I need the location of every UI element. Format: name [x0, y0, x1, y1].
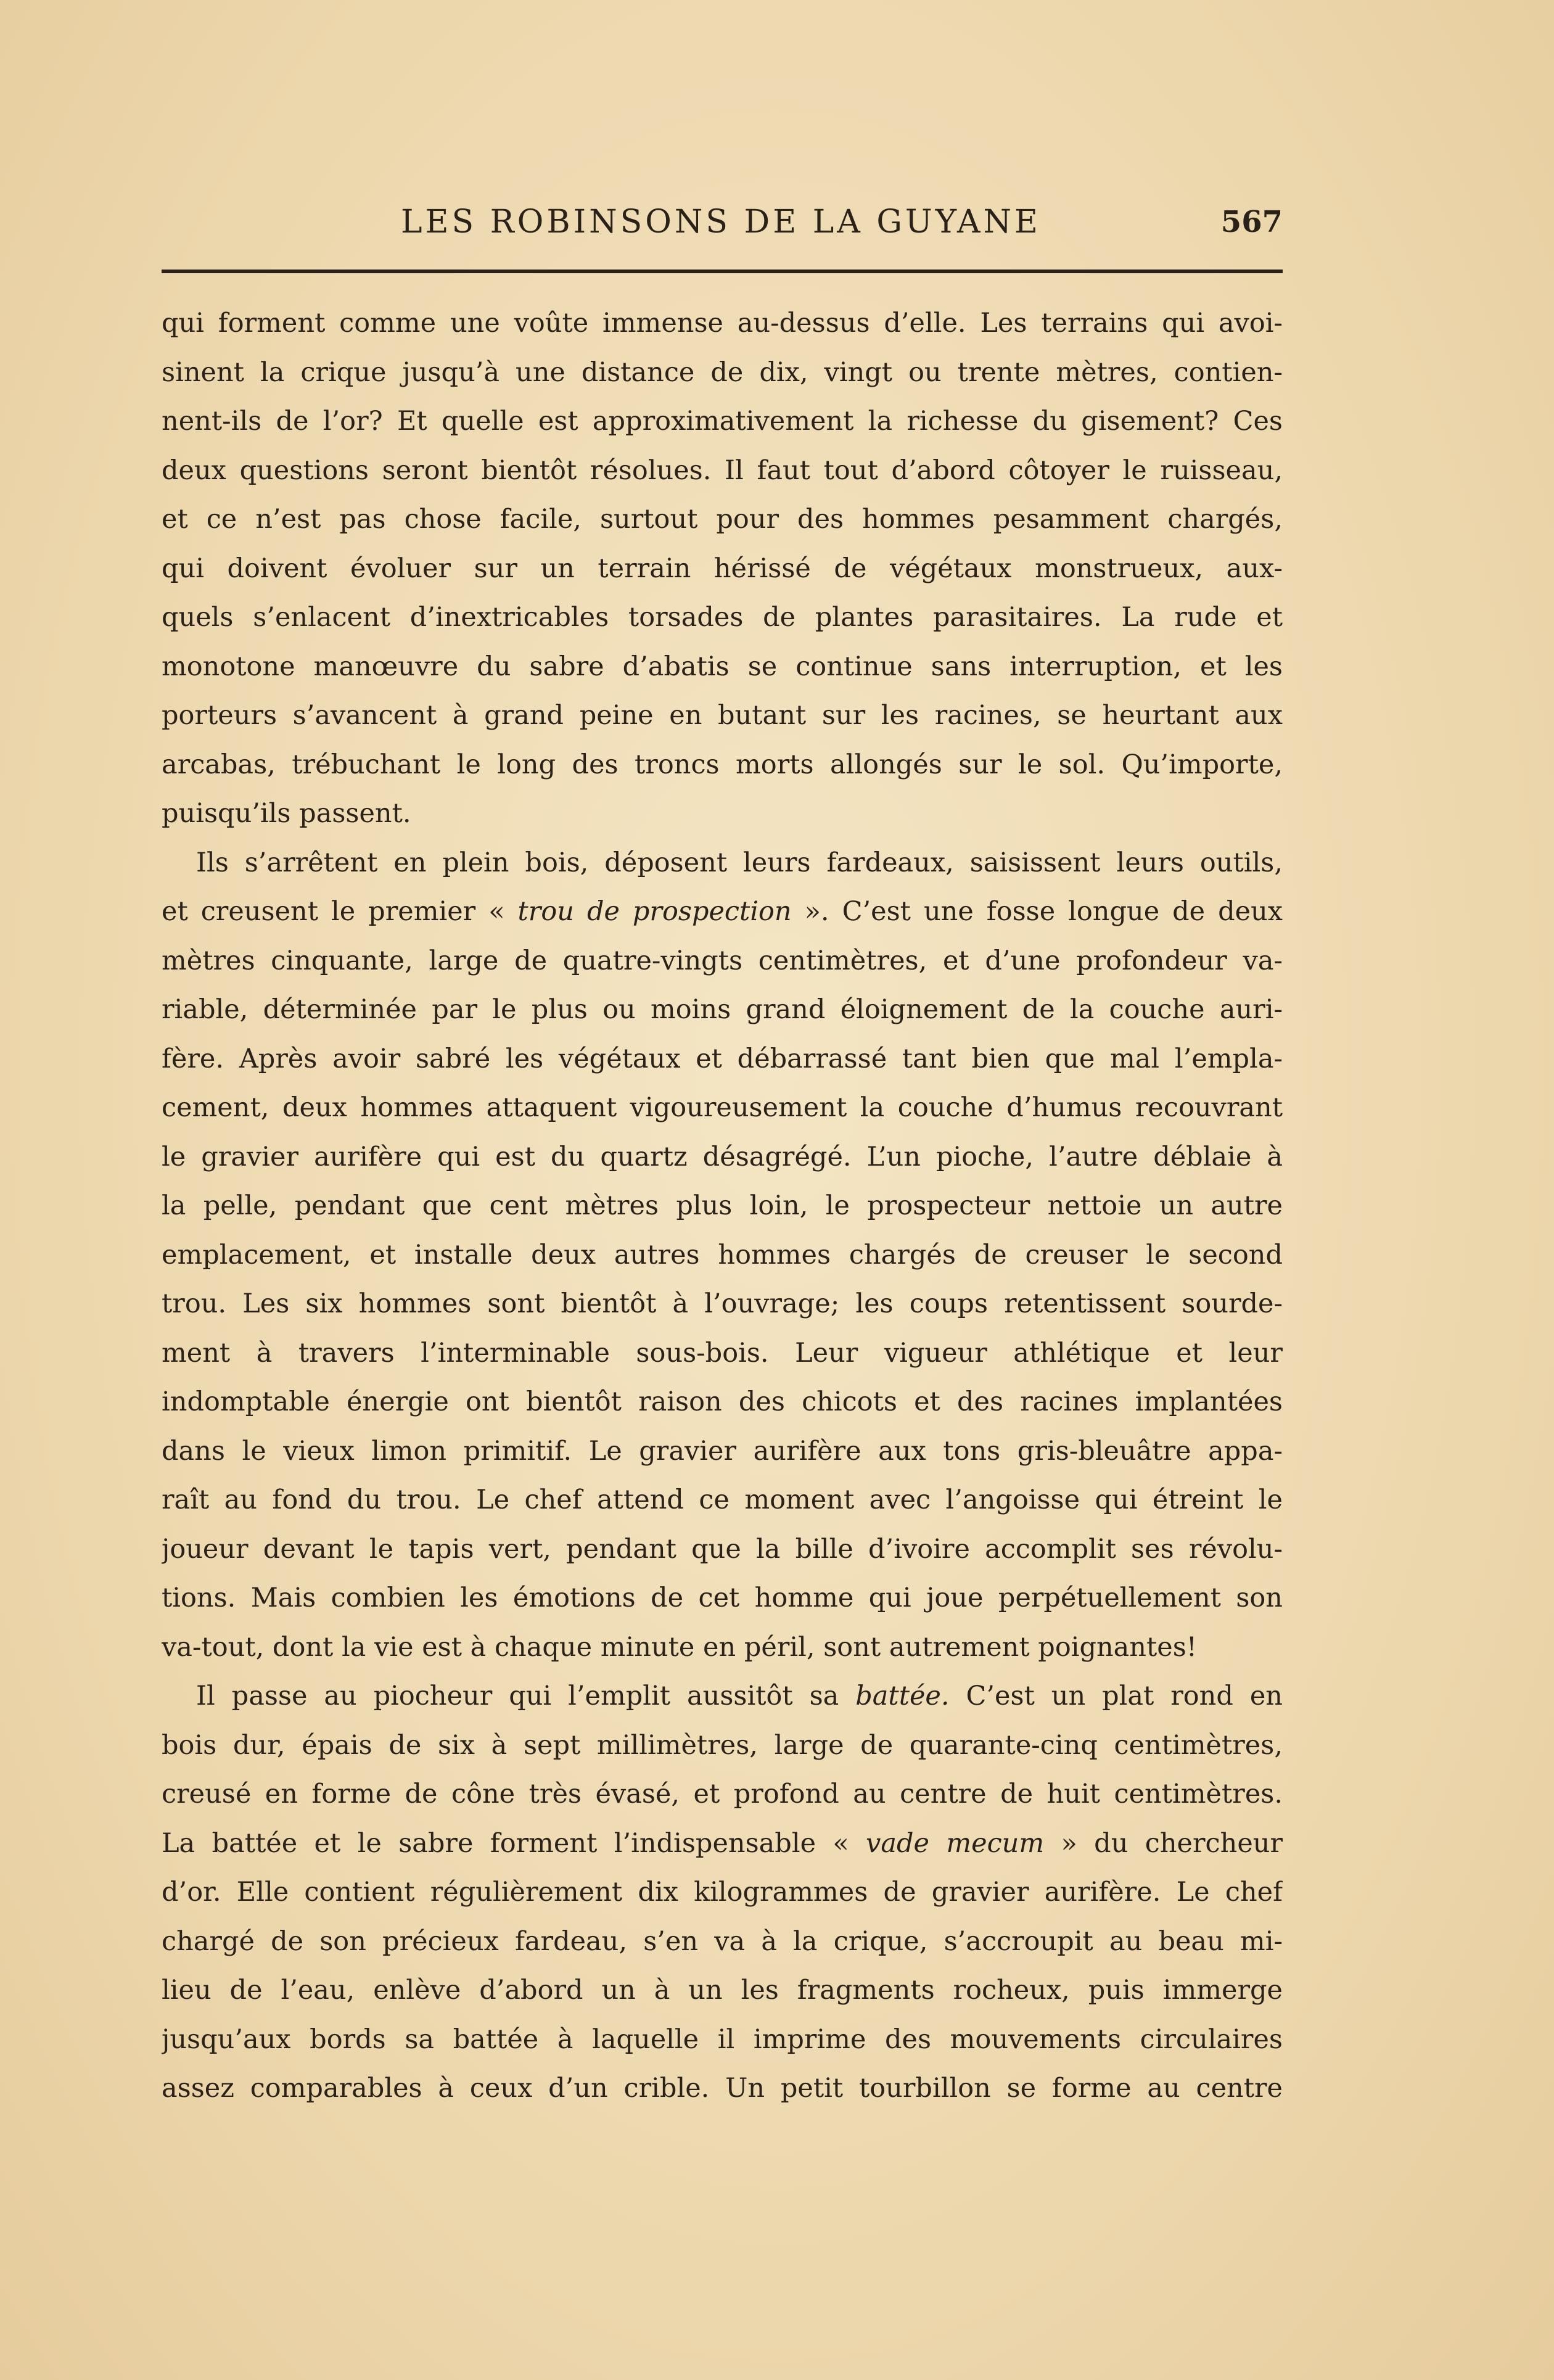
text-line: et ce n’est pas chose facile, surtout pour des hommes pesamment chargés, [162, 504, 1283, 535]
text-line: nent-ils de l’or? Et quelle est approximativement la richesse du gisement? Ces [162, 406, 1283, 437]
text-line: emplacement, et installe deux autres hommes chargés de creuser le second [162, 1239, 1283, 1270]
text-line: mètres cinquante, large de quatre-vingts centimètres, et d’une profondeur va- [162, 945, 1283, 976]
text-line: tions. Mais combien les émotions de cet homme qui joue perpétuellement son [162, 1583, 1283, 1613]
text-line: monotone manœuvre du sabre d’abatis se continue sans interruption, et les [162, 651, 1283, 682]
text-line-mixed [162, 1672, 1283, 1721]
text-line: arcabas, trébuchant le long des troncs morts allongés sur le sol. Qu’importe, [162, 749, 1283, 780]
text-line: porteurs s’avancent à grand peine en butant sur les racines, se heurtant aux [162, 700, 1283, 731]
text-line: deux questions seront bientôt résolues. Il faut tout d’abord côtoyer le ruisseau, [162, 455, 1283, 486]
text-line: ment à travers l’interminable sous-bois. Leur vigueur athlétique et leur [162, 1337, 1283, 1369]
italic-term: trou de prospection [517, 896, 792, 927]
text-line: va-tout, dont la vie est à chaque minute en péril, sont autrement poignantes! [162, 1631, 1198, 1663]
text-line: la pelle, pendant que cent mètres plus loin, le prospecteur nettoie un autre [162, 1190, 1283, 1221]
text-line: Ils s’arrêtent en plein bois, déposent leurs fardeaux, saisissent leurs outils, [196, 847, 1283, 878]
text-line: sinent la crique jusqu’à une distance de dix, vingt ou trente mètres, contien- [162, 356, 1283, 388]
running-title: LES ROBINSONS DE LA GUYANE [400, 204, 1042, 241]
text-line: le gravier aurifère qui est du quartz désagrégé. L’un pioche, l’autre déblaie à [162, 1141, 1283, 1172]
text-segment: C’est un plat rond en [966, 1681, 1283, 1711]
text-line: bois dur, épais de six à sept millimètres, large de quarante-cinq centimètres, [162, 1729, 1283, 1761]
text-line: jusqu’aux bords sa battée à laquelle il imprime des mouvements circulaires [162, 2024, 1283, 2055]
text-line: puisqu’ils passent. [162, 798, 411, 829]
text-line: fère. Après avoir sabré les végétaux et débarrassé tant bien que mal l’empla- [162, 1043, 1283, 1074]
page-number: 567 [1220, 205, 1283, 239]
text-line: joueur devant le tapis vert, pendant que la bille d’ivoire accomplit ses révolu- [162, 1533, 1283, 1565]
text-line: assez comparables à ceux d’un crible. Un petit tourbillon se forme au centre [162, 2073, 1283, 2104]
text-line: d’or. Elle contient régulièrement dix kilogrammes de gravier aurifère. Le chef [162, 1877, 1283, 1908]
text-line: raît au fond du trou. Le chef attend ce moment avec l’angoisse qui étreint le [162, 1484, 1283, 1515]
body-text [162, 299, 1283, 2114]
header-rule [162, 270, 1283, 273]
text-line: trou. Les six hommes sont bientôt à l’ouvrage; les coups retentissent sourde- [162, 1288, 1283, 1319]
text-segment: » du chercheur [1061, 1827, 1283, 1859]
text-line: qui forment comme une voûte immense au-dessus d’elle. Les terrains qui avoi- [162, 308, 1283, 339]
text-line: riable, déterminée par le plus ou moins grand éloignement de la couche auri- [162, 994, 1283, 1025]
text-line: dans le vieux limon primitif. Le gravier aurifère aux tons gris-bleuâtre appa- [162, 1435, 1283, 1467]
text-line-mixed [162, 1819, 1283, 1869]
text-segment: ». C’est une fosse longue de deux [804, 896, 1283, 927]
text-segment: Il passe au piocheur qui l’emplit aussitôt sa [196, 1681, 839, 1711]
text-line: lieu de l’eau, enlève d’abord un à un les fragments rocheux, puis immerge [162, 1975, 1283, 2006]
text-line: chargé de son précieux fardeau, s’en va à la crique, s’accroupit au beau mi- [162, 1925, 1283, 1957]
italic-term: vade mecum [866, 1827, 1045, 1859]
text-line: quels s’enlacent d’inextricables torsades de plantes parasitaires. La rude et [162, 602, 1283, 633]
text-line: cement, deux hommes attaquent vigoureusement la couche d’humus recouvrant [162, 1092, 1283, 1123]
text-line: qui doivent évoluer sur un terrain hérissé de végétaux monstrueux, aux- [162, 553, 1283, 584]
text-segment: La battée et le sabre forment l’indispensable « [162, 1827, 849, 1859]
text-segment: et creusent le premier « [162, 896, 505, 927]
page-header [159, 204, 1283, 253]
italic-term: battée. [855, 1681, 950, 1711]
text-line-mixed [162, 887, 1283, 937]
text-line: indomptable énergie ont bientôt raison des chicots et des racines implantées [162, 1386, 1283, 1417]
text-line: creusé en forme de cône très évasé, et profond au centre de huit centimètres. [162, 1779, 1283, 1810]
